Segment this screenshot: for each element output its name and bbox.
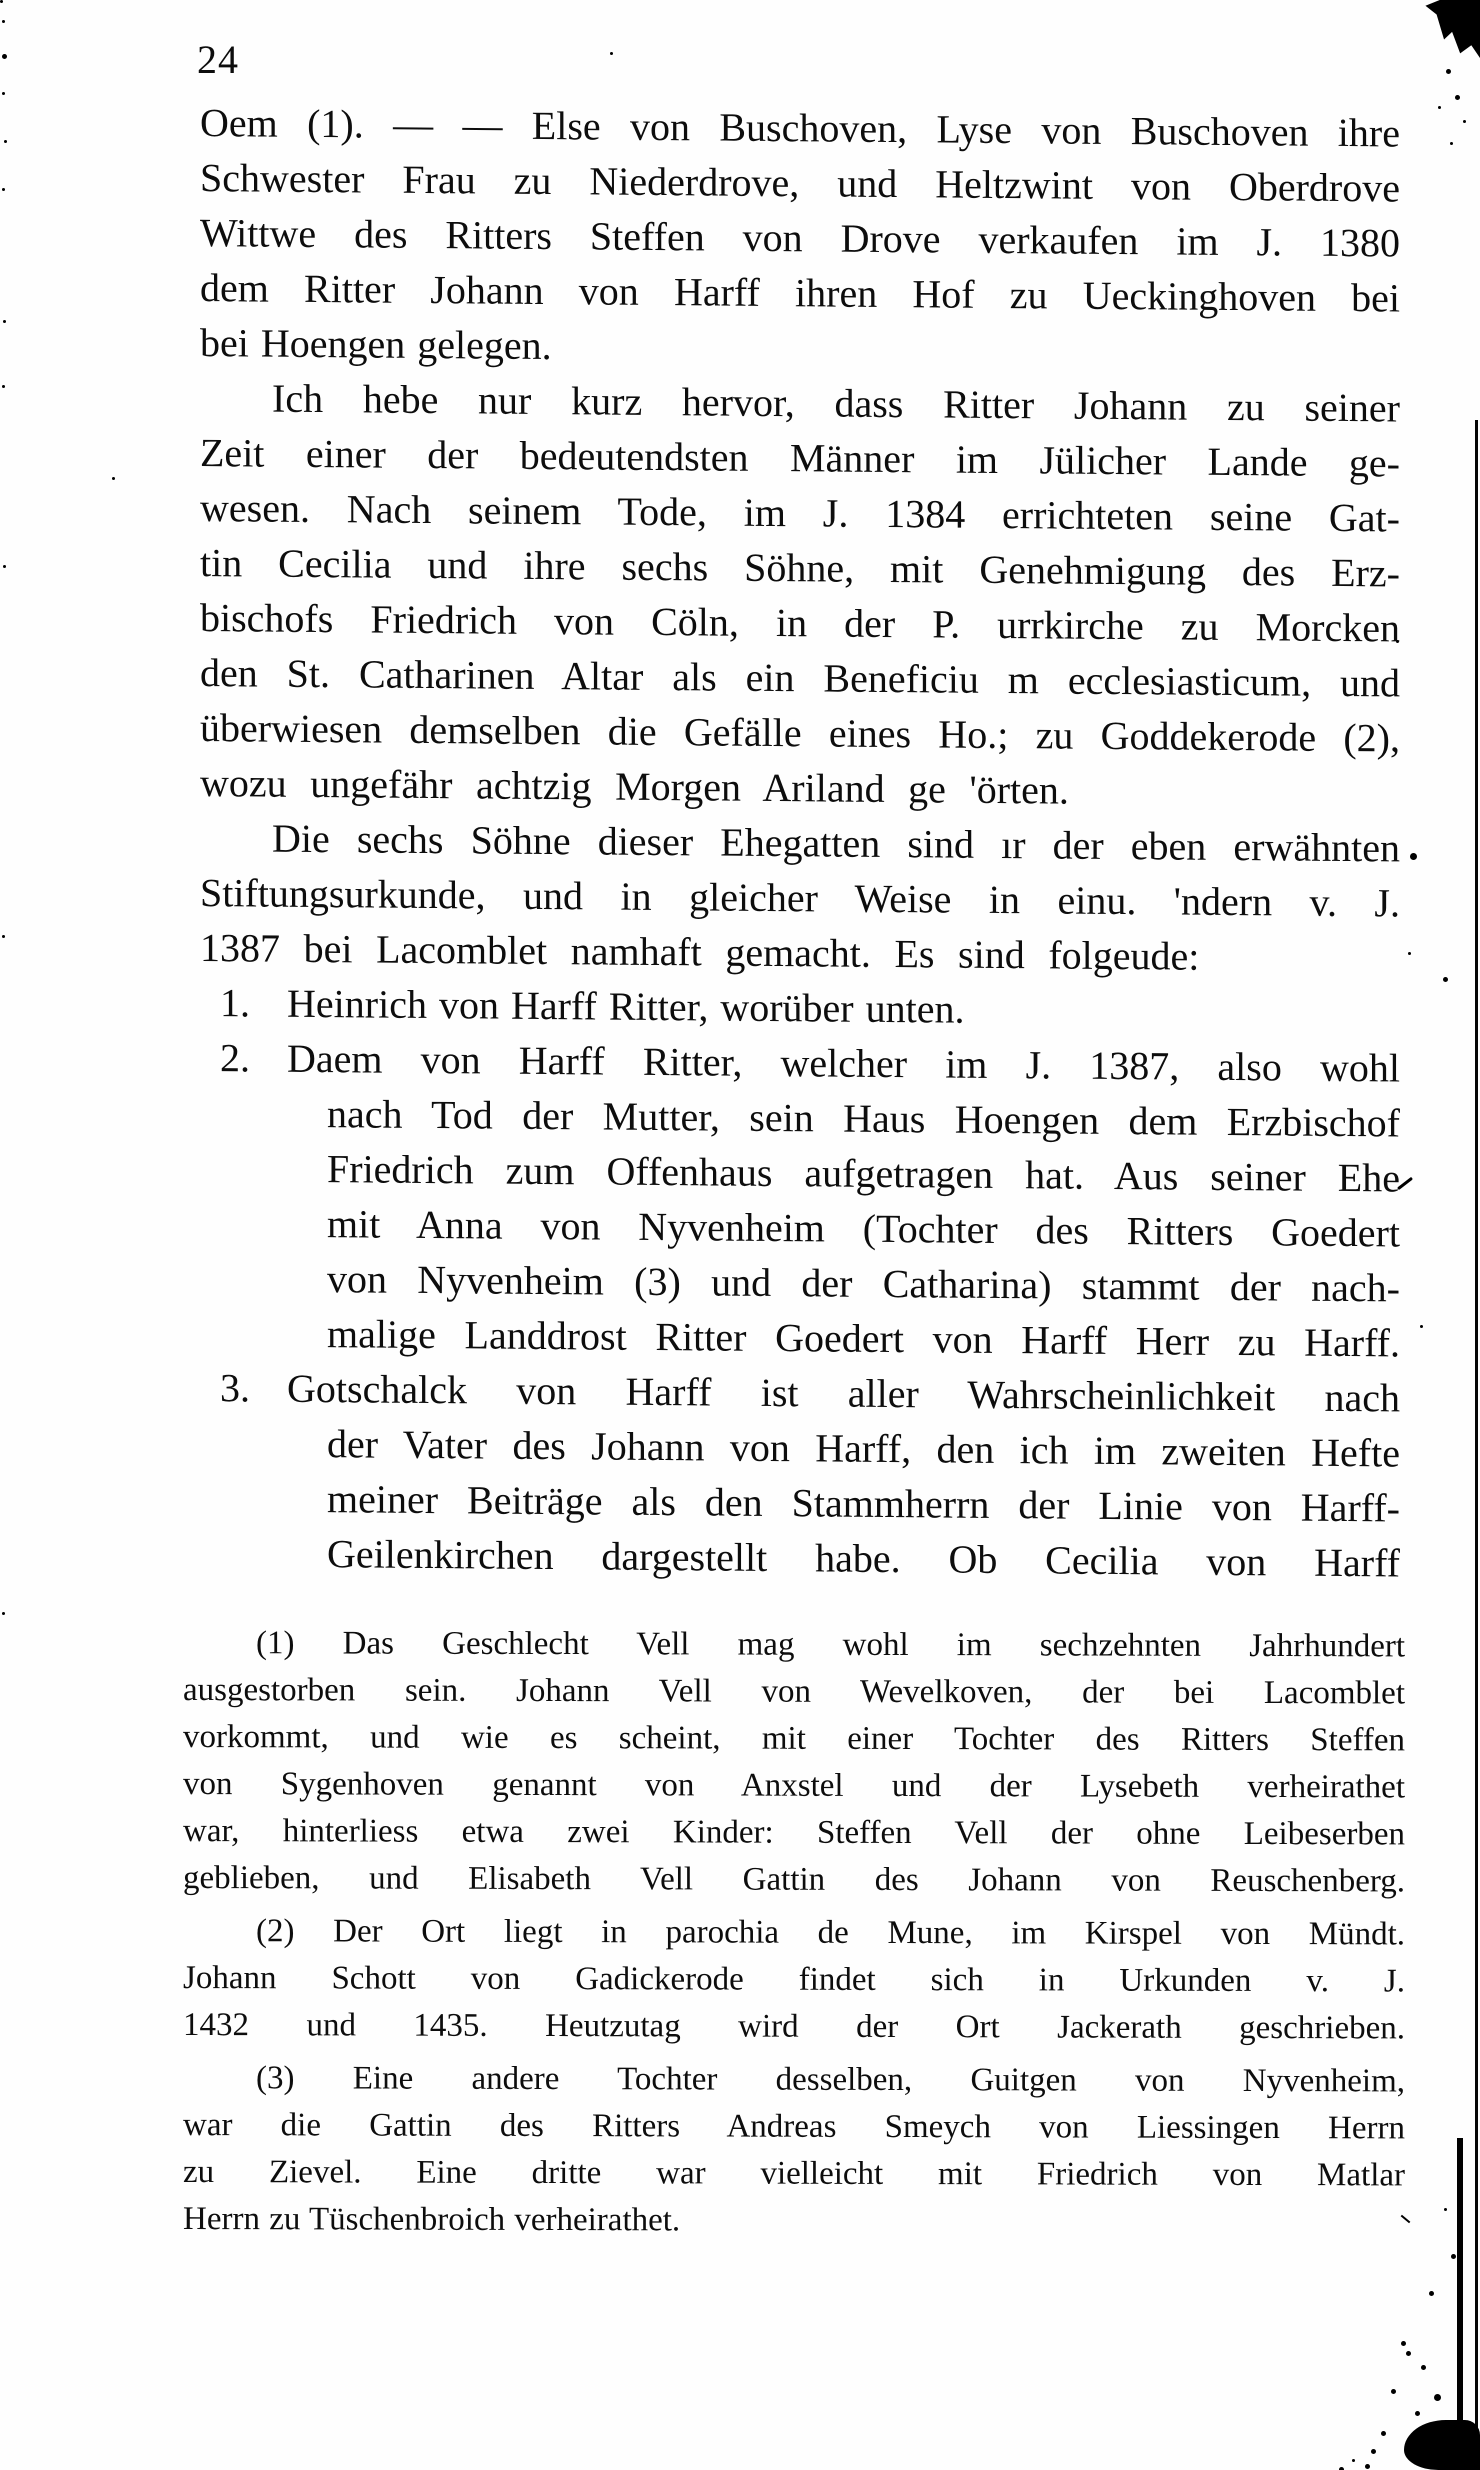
text-line <box>183 2149 1405 2199</box>
text-line-content: tin Cecilia und ihre sechs Söhne, mit Genehmigung des Erz- <box>200 540 1400 596</box>
text-line-content: vorkommt, und wie es scheint, mit einer Tochter des Ritters Steffen <box>183 1719 1405 1759</box>
text-line <box>183 2002 1405 2052</box>
list-item-line <box>200 1360 1400 1425</box>
text-line-content: (1) Das Geschlecht Vell mag wohl im sechzehnten Jahrhundert <box>256 1625 1405 1665</box>
text-line-content: Daem von Harff Ritter, welcher im J. 1387, also wohl <box>287 1035 1400 1091</box>
text-line-content: Gotschalck von Harff ist aller Wahrscheinlichkeit nach <box>287 1365 1400 1421</box>
text-line-content: Johann Schott von Gadickerode findet sich in Urkunden v. J. <box>183 1960 1405 2000</box>
text-line-content: Stiftungsurkunde, und in gleicher Weise in einu. 'ndern v. J. <box>200 870 1400 926</box>
text-line-content: Die sechs Söhne dieser Ehegatten sind ır der eben erwähnten <box>272 815 1400 871</box>
text-line-content: Schwester Frau zu Niederdrove, und Heltzwint von Oberdrove <box>200 155 1400 211</box>
text-line-content: meiner Beiträge als den Stammherrn der Linie von Harff- <box>327 1476 1400 1531</box>
text-line-content: Wittwe des Ritters Steffen von Drove verkaufen im J. 1380 <box>200 210 1400 266</box>
text-line-content: 1387 bei Lacomblet namhaft gemacht. Es sind folgeude: <box>200 925 1200 979</box>
text-line-content: der Vater des Johann von Harff, den ich im zweiten Hefte <box>327 1421 1400 1476</box>
text-line <box>200 1525 1400 1590</box>
text-line-content: den St. Catharinen Altar als ein Beneficiu m ecclesiasticum, und <box>200 650 1400 706</box>
text-line <box>183 1667 1405 1717</box>
text-line-content: dem Ritter Johann von Harff ihren Hof zu Ueckinghoven bei <box>200 265 1400 321</box>
text-line-content: bei Hoengen gelegen. <box>200 320 552 369</box>
list-item-number: 1. <box>220 980 250 1026</box>
text-line <box>183 2102 1405 2152</box>
scan-artifact-corner-blob <box>1418 0 1480 58</box>
text-line-content: Ich hebe nur kurz hervor, dass Ritter Johann zu seiner <box>272 375 1400 431</box>
text-line-content: von Nyvenheim (3) und der Catharina) stammt der nach- <box>327 1256 1400 1311</box>
text-line-content: mit Anna von Nyvenheim (Tochter des Ritters Goedert <box>327 1201 1400 1256</box>
footnotes-block <box>183 1620 1405 2246</box>
text-line-content: war die Gattin des Ritters Andreas Smeych von Liessingen Herrn <box>183 2107 1405 2147</box>
text-line-content: (2) Der Ort liegt in parochia de Mune, im Kirspel von Mündt. <box>256 1913 1405 1953</box>
list-item-number: 3. <box>220 1365 250 1411</box>
scan-artifact-specks <box>0 0 3 3</box>
text-line <box>183 1955 1405 2005</box>
text-line-content: von Sygenhoven genannt von Anxstel und der Lysebeth verheirathet <box>183 1766 1405 1806</box>
scan-artifact-ink-smear <box>1404 2420 1480 2470</box>
text-line-content: war, hinterliess etwa zwei Kinder: Steffen Vell der ohne Leibeserben <box>183 1813 1405 1853</box>
text-line-content: bischofs Friedrich von Cöln, in der P. urrkirche zu Morcken <box>200 595 1400 651</box>
text-line-content: geblieben, und Elisabeth Vell Gattin des Johann von Reuschenberg. <box>183 1860 1405 1900</box>
text-line-content: 1432 und 1435. Heutzutag wird der Ort Jackerath geschrieben. <box>183 2007 1405 2047</box>
text-line-content: ausgestorben sein. Johann Vell von Wevelkoven, der bei Lacomblet <box>183 1672 1405 1712</box>
page-number: 24 <box>197 37 239 82</box>
text-line-content: Oem (1). — — Else von Buschoven, Lyse von Buschoven ihre <box>200 100 1400 156</box>
text-line-content: malige Landdrost Ritter Goedert von Harff Herr zu Harff. <box>327 1311 1400 1366</box>
text-line <box>183 1908 1405 1958</box>
text-line <box>183 1855 1405 1905</box>
text-line-content: Zeit einer der bedeutendsten Männer im Jülicher Lande ge- <box>200 430 1400 486</box>
main-text-block <box>200 95 1400 1590</box>
text-line-content: Friedrich zum Offenhaus aufgetragen hat. Aus seiner Ehe <box>327 1146 1400 1201</box>
text-line <box>183 1808 1405 1858</box>
text-line-content: überwiesen demselben die Gefälle eines Ho.; zu Goddekerode (2), <box>200 705 1400 761</box>
list-item-line <box>200 1030 1400 1095</box>
text-line-content: wozu ungefähr achtzig Morgen Ariland ge 'örten. <box>200 760 1069 813</box>
list-item-number: 2. <box>220 1035 250 1081</box>
text-line-content: nach Tod der Mutter, sein Haus Hoengen dem Erzbischof <box>327 1091 1400 1146</box>
text-line <box>183 1620 1405 1670</box>
text-line-content: Geilenkirchen dargestellt habe. Ob Cecilia von Harff <box>327 1531 1400 1586</box>
text-line-content: wesen. Nach seinem Tode, im J. 1384 errichteten seine Gat- <box>200 485 1400 541</box>
text-line <box>183 2055 1405 2105</box>
text-line-content: Herrn zu Tüschenbroich verheirathet. <box>183 2201 681 2239</box>
text-line <box>183 1714 1405 1764</box>
scan-artifact-edge-line <box>1475 420 1478 2470</box>
text-line <box>183 2196 1405 2246</box>
text-line-content: Heinrich von Harff Ritter, worüber unten. <box>287 980 965 1032</box>
text-line <box>183 1761 1405 1811</box>
text-line-content: zu Zievel. Eine dritte war vielleicht mit Friedrich von Matlar <box>183 2154 1405 2194</box>
text-line-content: (3) Eine andere Tochter desselben, Guitgen von Nyvenheim, <box>256 2060 1405 2100</box>
